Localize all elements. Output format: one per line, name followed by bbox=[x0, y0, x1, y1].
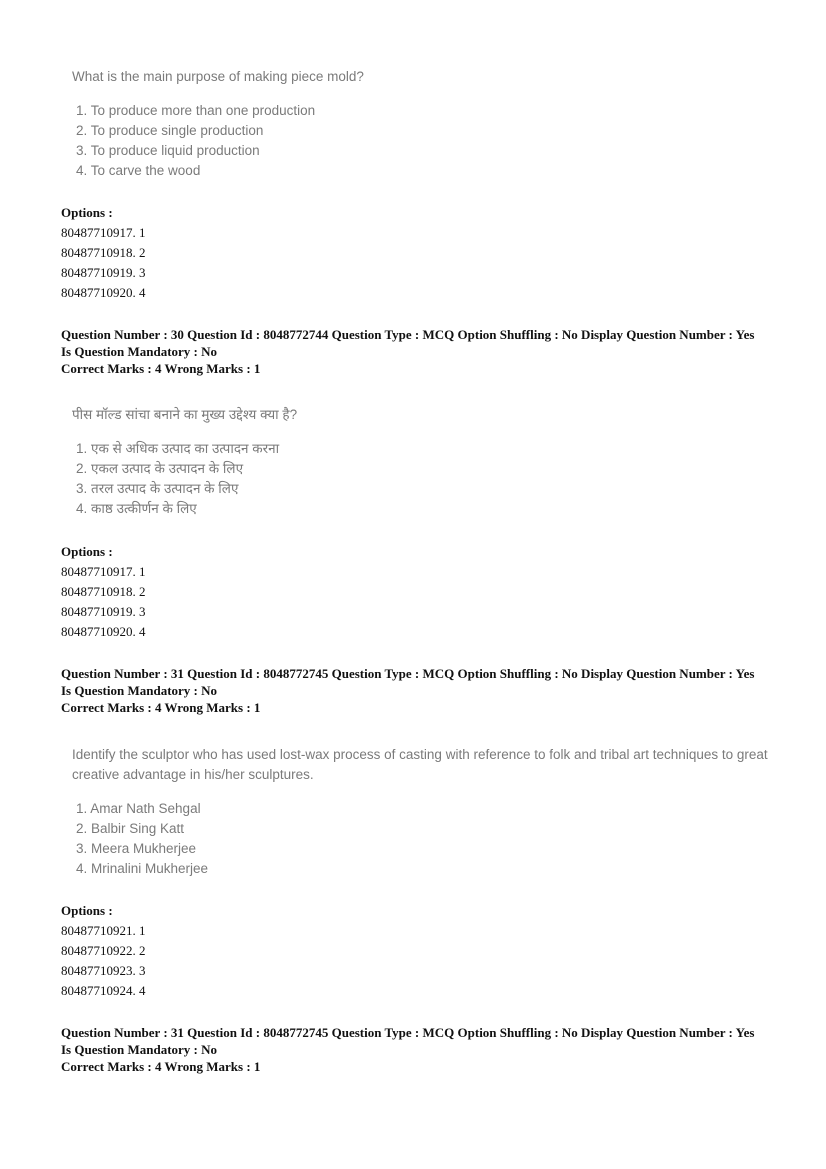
question-meta-q31 bbox=[61, 665, 781, 716]
answer-choice: 4. Mrinalini Mukherjee bbox=[76, 861, 209, 876]
option-id: 80487710920. 4 bbox=[61, 285, 146, 300]
option-id: 80487710924. 4 bbox=[61, 983, 146, 998]
question-mandatory: Is Question Mandatory : No bbox=[61, 1042, 218, 1057]
answer-choices bbox=[72, 101, 364, 181]
option-id: 80487710921. 1 bbox=[61, 923, 146, 938]
answer-choice: 1. To produce more than one production bbox=[76, 103, 316, 118]
option-id: 80487710918. 2 bbox=[61, 245, 146, 260]
question-text bbox=[72, 745, 768, 785]
answer-choices bbox=[72, 439, 297, 519]
options-label: Options : bbox=[61, 205, 113, 220]
options-label: Options : bbox=[61, 544, 113, 559]
question-meta-line: Question Number : 30 Question Id : 8048772744 Question Type : MCQ Option Shuffling : No Display Question Number : Yes bbox=[61, 327, 755, 342]
option-id: 80487710919. 3 bbox=[61, 604, 146, 619]
answer-choice: 3. Meera Mukherjee bbox=[76, 841, 197, 856]
question-mandatory: Is Question Mandatory : No bbox=[61, 683, 218, 698]
question-marks: Correct Marks : 4 Wrong Marks : 1 bbox=[61, 700, 261, 715]
option-id: 80487710917. 1 bbox=[61, 225, 146, 240]
answer-choice: 1. एक से अधिक उत्पाद का उत्पादन करना bbox=[76, 441, 280, 456]
question-image-q30 bbox=[72, 405, 297, 519]
options-list-q31 bbox=[61, 901, 146, 1001]
question-text: What is the main purpose of making piece mold? bbox=[72, 69, 364, 84]
answer-choices bbox=[72, 799, 768, 879]
answer-choice: 2. To produce single production bbox=[76, 123, 264, 138]
answer-choice: 2. एकल उत्पाद के उत्पादन के लिए bbox=[76, 461, 244, 476]
question-meta-line: Question Number : 31 Question Id : 8048772745 Question Type : MCQ Option Shuffling : No Display Question Number : Yes bbox=[61, 666, 755, 681]
option-id: 80487710917. 1 bbox=[61, 564, 146, 579]
question-meta-line: Question Number : 31 Question Id : 8048772745 Question Type : MCQ Option Shuffling : No Display Question Number : Yes bbox=[61, 1025, 755, 1040]
question-image-q29 bbox=[72, 67, 364, 181]
option-id: 80487710918. 2 bbox=[61, 584, 146, 599]
answer-choice: 3. To produce liquid production bbox=[76, 143, 260, 158]
options-label: Options : bbox=[61, 903, 113, 918]
option-id: 80487710919. 3 bbox=[61, 265, 146, 280]
question-meta-q30 bbox=[61, 326, 781, 377]
option-id: 80487710923. 3 bbox=[61, 963, 146, 978]
question-marks: Correct Marks : 4 Wrong Marks : 1 bbox=[61, 361, 261, 376]
question-mandatory: Is Question Mandatory : No bbox=[61, 344, 218, 359]
options-list-q29 bbox=[61, 203, 146, 303]
question-marks: Correct Marks : 4 Wrong Marks : 1 bbox=[61, 1059, 261, 1074]
option-id: 80487710920. 4 bbox=[61, 624, 146, 639]
question-text-line: creative advantage in his/her sculptures. bbox=[72, 767, 314, 782]
answer-choice: 1. Amar Nath Sehgal bbox=[76, 801, 201, 816]
question-text-line: Identify the sculptor who has used lost-wax process of casting with reference to folk and tribal art techniques to great bbox=[72, 747, 768, 762]
answer-choice: 2. Balbir Sing Katt bbox=[76, 821, 185, 836]
option-id: 80487710922. 2 bbox=[61, 943, 146, 958]
question-image-q31 bbox=[72, 745, 768, 879]
question-text: पीस मॉल्ड सांचा बनाने का मुख्य उद्देश्य क्या है? bbox=[72, 407, 298, 422]
answer-choice: 4. To carve the wood bbox=[76, 163, 201, 178]
question-meta-q31-hindi bbox=[61, 1024, 781, 1075]
options-list-q30 bbox=[61, 542, 146, 642]
answer-choice: 3. तरल उत्पाद के उत्पादन के लिए bbox=[76, 481, 239, 496]
answer-choice: 4. काष्ठ उत्कीर्णन के लिए bbox=[76, 501, 197, 516]
